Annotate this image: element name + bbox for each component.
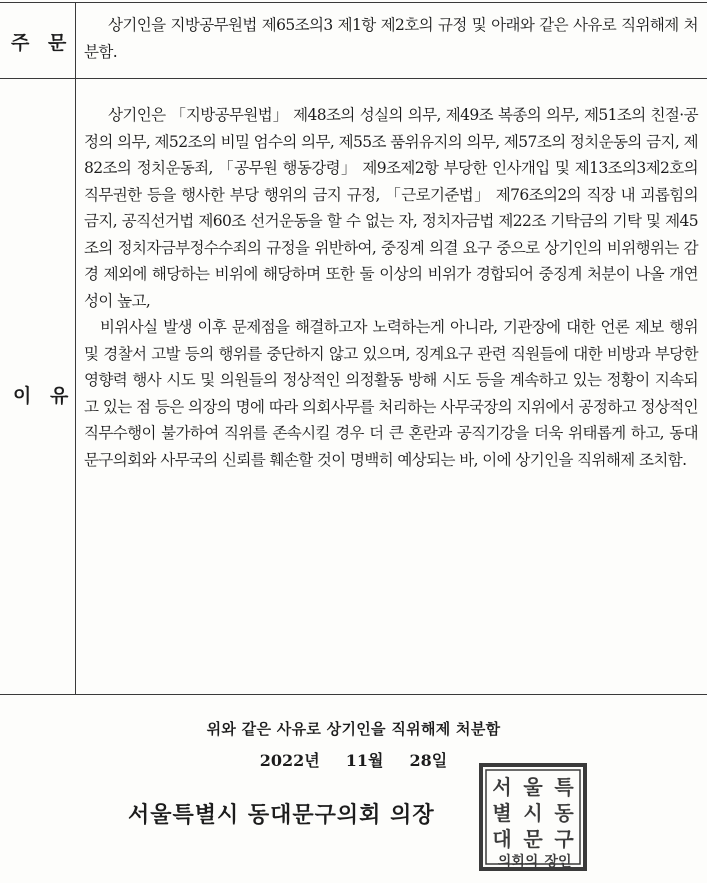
table-row-divider [0, 78, 707, 79]
svg-text:의회의: 의회의 [497, 854, 539, 870]
issue-date [0, 748, 707, 771]
reason-text [84, 102, 698, 473]
svg-text:별: 별 [492, 801, 512, 825]
order-paragraph: 상기인을 지방공무원법 제65조의3 제1항 제2호의 규정 및 아래와 같은 사유로 직위해제 처분함. [84, 16, 698, 61]
svg-text:서: 서 [492, 775, 512, 799]
svg-text:특: 특 [554, 775, 574, 799]
closing-statement: 위와 같은 사유로 상기인을 직위해제 처분함 [206, 720, 501, 738]
svg-text:대: 대 [492, 827, 512, 851]
svg-text:장인: 장인 [544, 854, 572, 870]
date-month: 11월 [345, 751, 384, 770]
date-year: 2022년 [259, 751, 320, 770]
svg-text:동: 동 [554, 801, 574, 825]
svg-text:울: 울 [523, 775, 543, 799]
seal-graphic [478, 762, 588, 872]
svg-text:문: 문 [523, 827, 543, 851]
svg-text:구: 구 [554, 827, 574, 851]
reason-paragraph-1: 상기인은 「지방공무원법」 제48조의 성실의 의무, 제49조 복종의 의무, 제51조의 친절·공정의 의무, 제52조의 비밀 엄수의 의무, 제55조 품위유지의 의무, 제57조의 정치운동의 금지, 제82조의 정치운동죄, 「공무원 행동강령」 제9조제2항 부당한 인사개입 및 제13조의3제2호의 직무권한 등을 행사한 부당 행위의 금지 규정, 「근로기준법」 제76조의2의 직장 내 괴롭힘의 금지, 공직선거법 제60조 선거운동을 할 수 없는 자, 정치자금법 제22조 기탁금의 기탁 및 제45조의 정치자금부정수수죄의 규정을 위반하여, 중징계 의결 요구 중으로 상기인의 비위행위는 감경 제외에 해당하는 비위에 해당하며 또한 둘 이상의 비위가 경합되어 중징계 처분이 나올 개연성이 높고, [84, 106, 698, 310]
reason-label: 이 유 [13, 385, 75, 407]
date-day: 28일 [409, 751, 448, 770]
official-seal-stamp [478, 762, 588, 872]
order-label: 주 문 [11, 32, 73, 54]
reason-paragraph-2: 비위사실 발생 이후 문제점을 해결하고자 노력하는게 아니라, 기관장에 대한 언론 제보 행위 및 경찰서 고발 등의 행위를 중단하지 않고 있으며, 징계요구 관련 직원들에 대한 비방과 부당한 영향력 행사 시도 및 의원들의 정상적인 의정활동 방해 시도 등을 계속하고 있는 정황이 지속되고 있는 점 등은 의장의 명에 따라 의회사무를 처리하는 사무국장의 지위에서 공정하고 정상적인 직무수행이 불가하여 직위를 존속시킬 경우 더 큰 혼란과 공직기강을 더욱 위태롭게 하고, 동대문구의회와 사무국의 신뢰를 훼손할 것이 명백히 예상되는 바, 이에 상기인을 직위해제 조치함. [84, 318, 698, 469]
svg-text:시: 시 [523, 801, 543, 825]
table-bottom-border [0, 694, 707, 695]
order-text [84, 12, 698, 65]
table-column-divider [75, 2, 76, 694]
table-top-border [0, 2, 707, 3]
signer-title: 서울특별시 동대문구의회 의장 [128, 802, 435, 828]
